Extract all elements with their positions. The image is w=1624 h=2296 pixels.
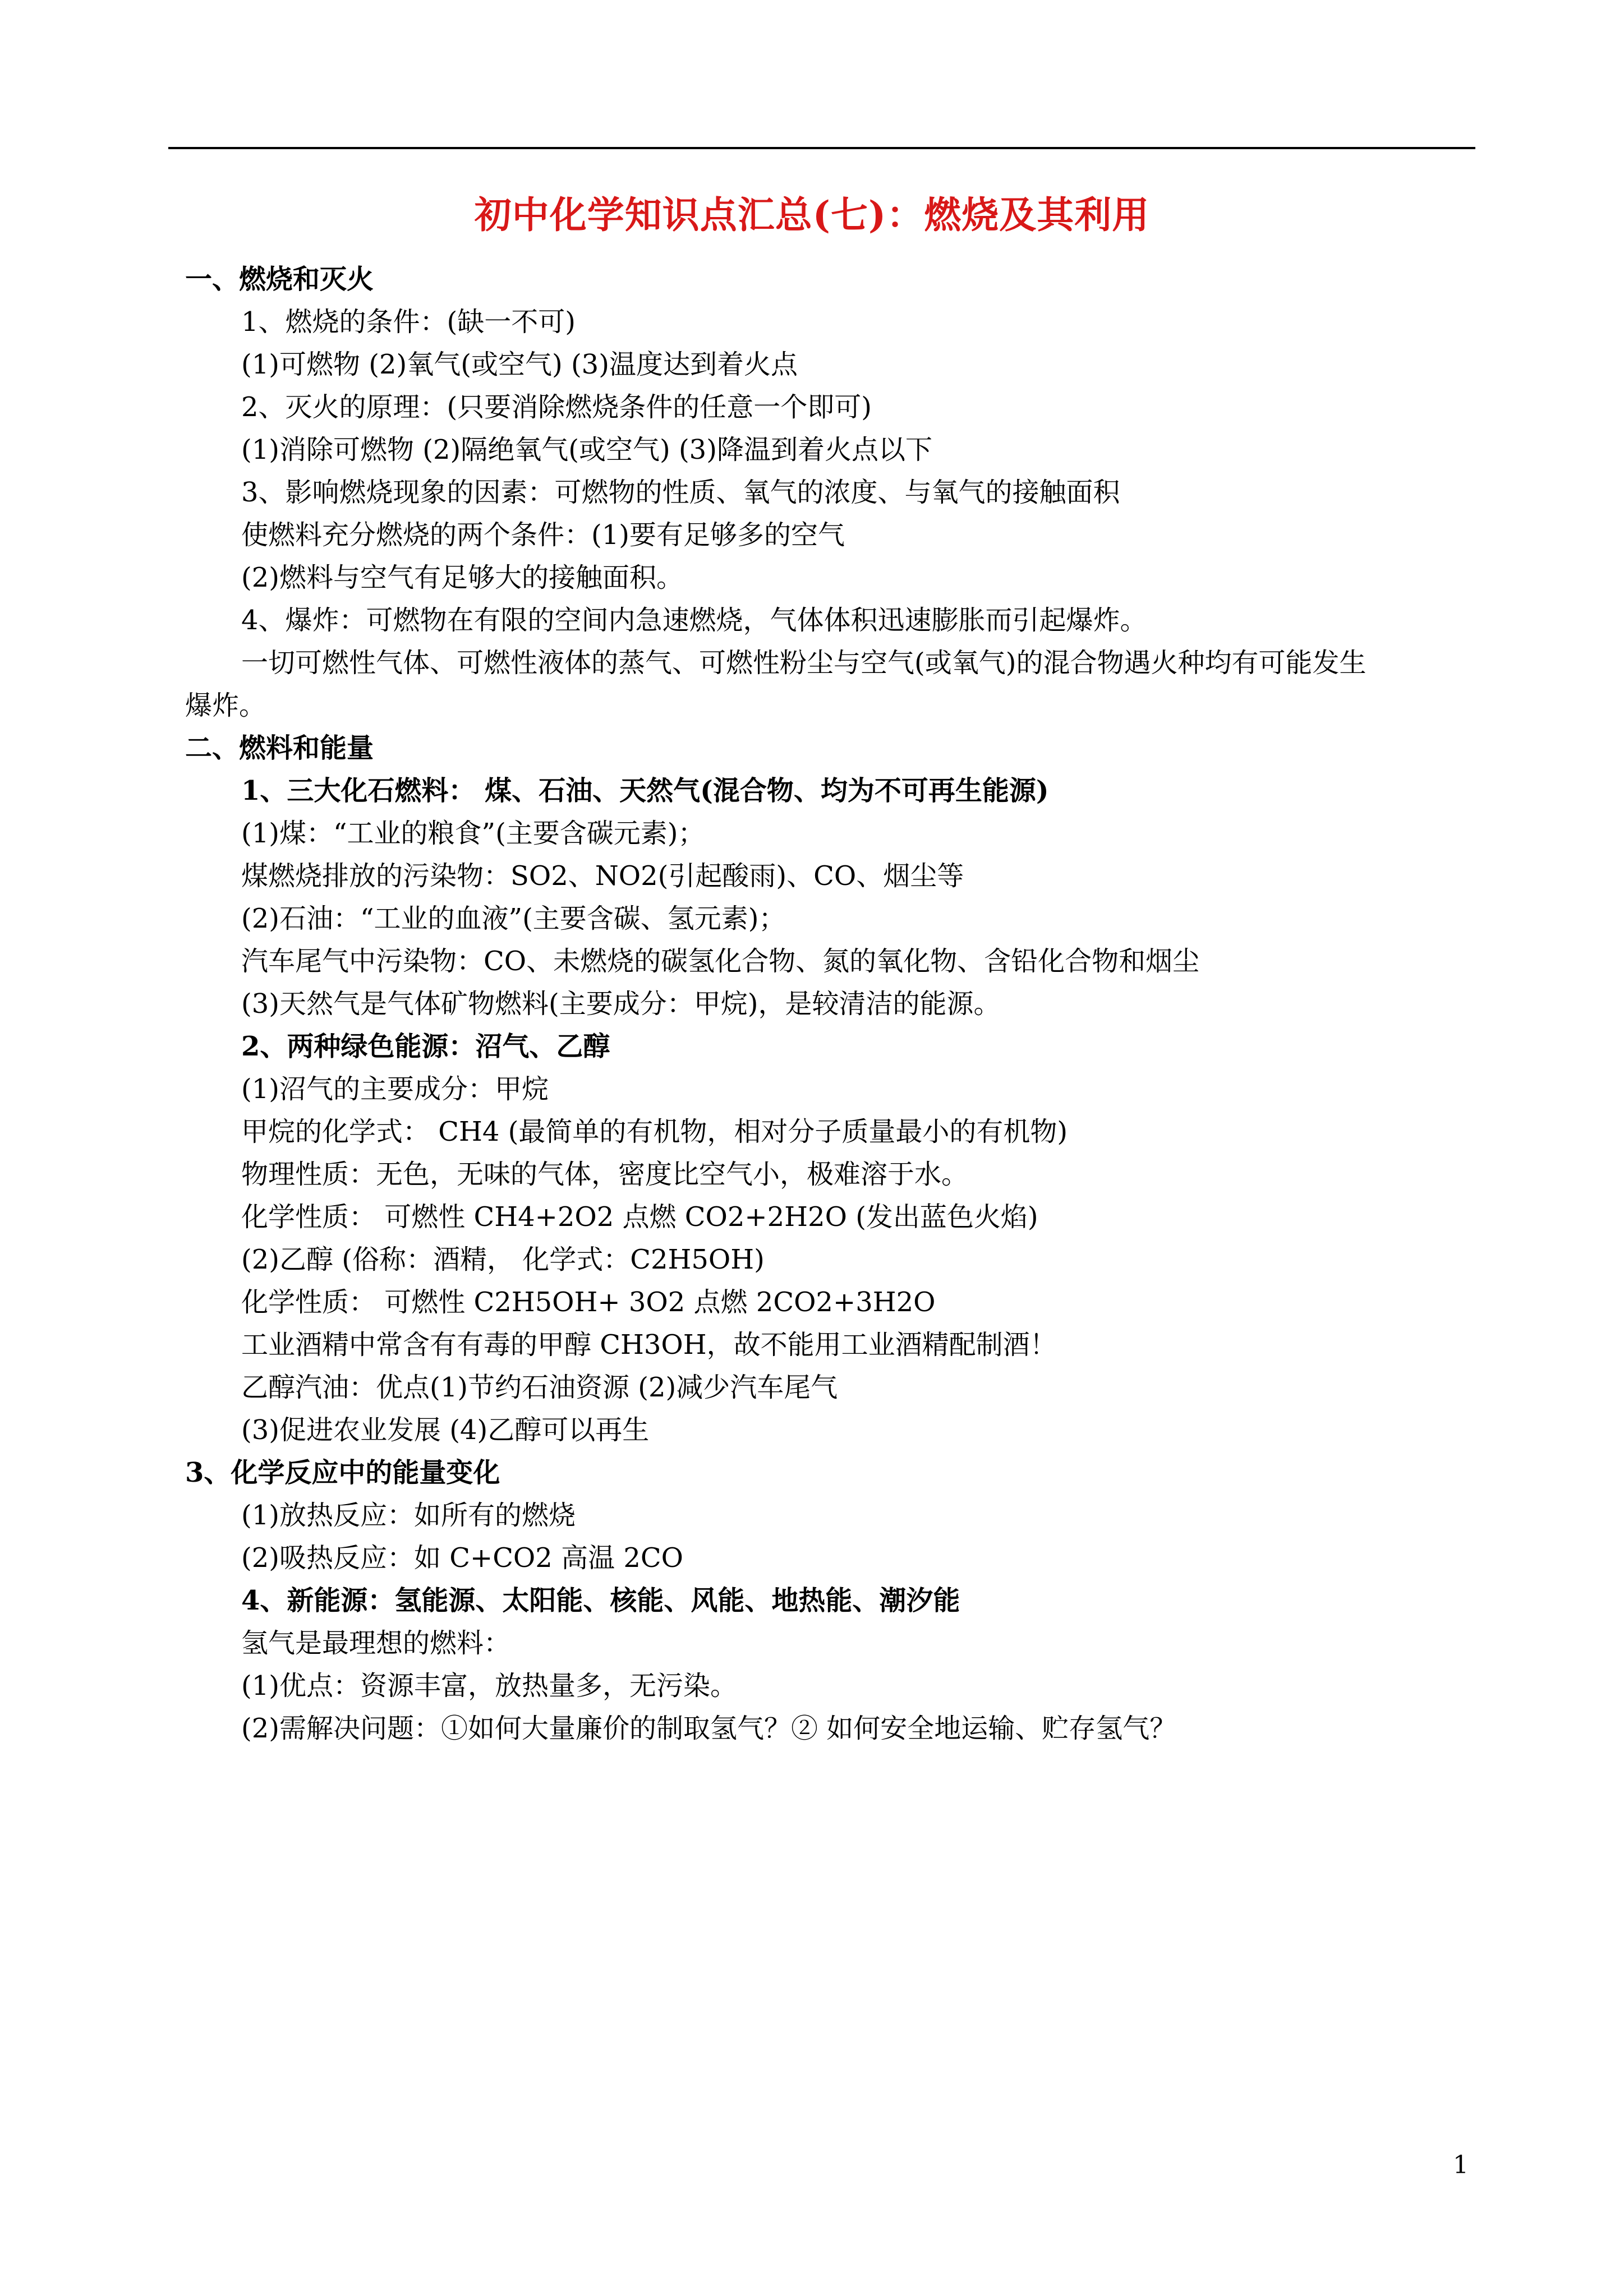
text-line: 一切可燃性气体、可燃性液体的蒸气、可燃性粉尘与空气(或氧气)的混合物遇火种均有可能发生 [241,647,1367,679]
text-line: (1)沼气的主要成分：甲烷 [241,1073,549,1105]
text-line: 3、影响燃烧现象的因素：可燃物的性质、氧气的浓度、与氧气的接触面积 [241,477,1120,508]
text-line: 工业酒精中常含有有毒的甲醇 CH3OH，故不能用工业酒精配制酒！ [241,1329,1057,1361]
text-line: (2)石油：“工业的血液”(主要含碳、氢元素)； [241,903,786,934]
text-line: (2)需解决问题：①如何大量廉价的制取氢气？② 如何安全地运输、贮存氢气？ [241,1713,1177,1744]
text-line: (1)煤：“工业的粮食”(主要含碳元素)； [241,818,705,849]
text-line: (1)可燃物 (2)氧气(或空气) (3)温度达到着火点 [241,349,798,380]
page-number: 1 [1453,2151,1469,2179]
text-line: 4、爆炸：可燃物在有限的空间内急速燃烧，气体体积迅速膨胀而引起爆炸。 [241,605,1147,636]
text-line: 化学性质： 可燃性 CH4+2O2 点燃 CO2+2H2O (发出蓝色火焰) [241,1201,1038,1233]
text-line: (1)消除可燃物 (2)隔绝氧气(或空气) (3)降温到着火点以下 [241,434,932,465]
text-line: (2)燃料与空气有足够大的接触面积。 [241,562,683,593]
text-line: 4、新能源：氢能源、太阳能、核能、风能、地热能、潮汐能 [241,1585,960,1616]
header-rule [168,147,1475,149]
text-line: 爆炸。 [185,690,266,721]
text-line: 乙醇汽油：优点(1)节约石油资源 (2)减少汽车尾气 [241,1372,838,1403]
text-line: 汽车尾气中污染物：CO、未燃烧的碳氢化合物、氮的氧化物、含铅化合物和烟尘 [241,946,1200,977]
section-heading: 3、化学反应中的能量变化 [185,1457,500,1488]
document-title: 初中化学知识点汇总(七)：燃烧及其利用 [474,193,1150,237]
text-line: (3)天然气是气体矿物燃料(主要成分：甲烷)，是较清洁的能源。 [241,988,1001,1020]
text-line: 化学性质： 可燃性 C2H5OH+ 3O2 点燃 2CO2+3H2O [241,1287,936,1318]
text-line: (2)乙醇 (俗称：酒精， 化学式：C2H5OH) [241,1244,765,1275]
text-line: 煤燃烧排放的污染物：SO2、NO2(引起酸雨)、CO、烟尘等 [241,860,964,892]
text-line: 2、两种绿色能源：沼气、乙醇 [241,1031,610,1062]
text-line: 甲烷的化学式： CH4 (最简单的有机物，相对分子质量最小的有机物) [241,1116,1068,1147]
text-line: (2)吸热反应：如 C+CO2 高温 2CO [241,1542,683,1574]
section-heading: 一、燃烧和灭火 [185,264,374,295]
text-line: 使燃料充分燃烧的两个条件：(1)要有足够多的空气 [241,519,845,551]
text-line: 2、灭火的原理：(只要消除燃烧条件的任意一个即可) [241,391,872,423]
section-heading: 二、燃料和能量 [185,732,374,764]
text-line: 氢气是最理想的燃料： [241,1628,511,1659]
text-line: (3)促进农业发展 (4)乙醇可以再生 [241,1414,650,1446]
text-line: 1、三大化石燃料： 煤、石油、天然气(混合物、均为不可再生能源) [241,775,1049,806]
text-line: (1)放热反应：如所有的燃烧 [241,1500,576,1531]
text-line: 物理性质：无色，无味的气体，密度比空气小，极难溶于水。 [241,1159,969,1190]
document-body [185,258,1475,1750]
text-line: 1、燃烧的条件：(缺一不可) [241,306,576,338]
text-line: (1)优点：资源丰富，放热量多，无污染。 [241,1670,737,1702]
